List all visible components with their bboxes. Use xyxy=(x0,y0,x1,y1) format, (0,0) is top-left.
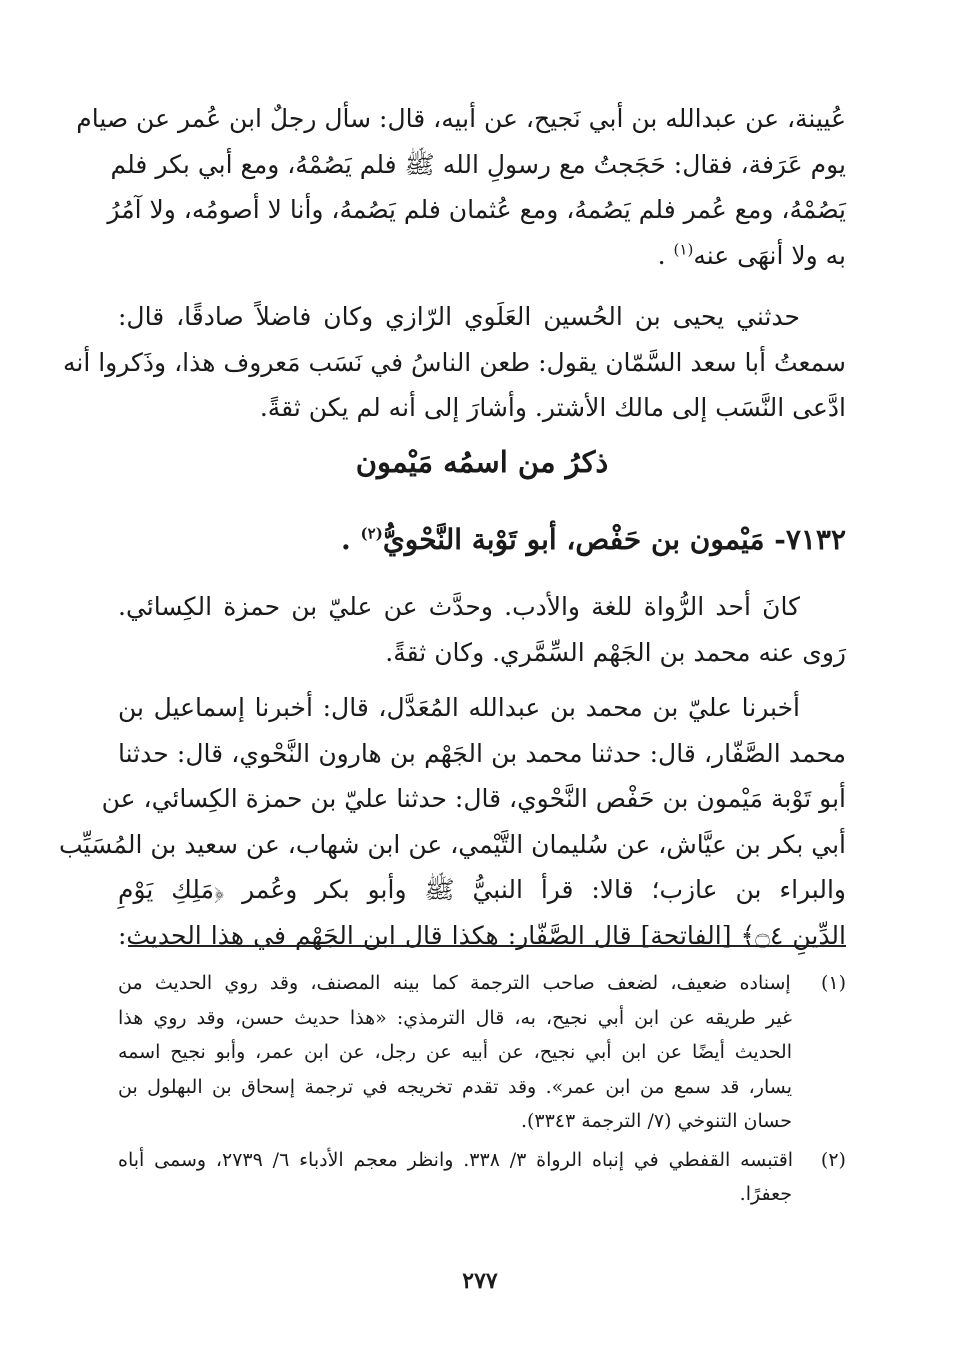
text-line: عُيينة، عن عبدالله بن أبي نَجيح، عن أبيه، قال: سأل رجلٌ ابن عُمر عن صيام xyxy=(76,104,846,133)
footnote-line: الحديث أيضًا عن ابن أبي نجيح، عن أبيه عن رجل، عن ابن عمر، وأبو نجيح اسمه xyxy=(118,1041,792,1063)
text-line xyxy=(118,233,846,279)
text-line: كانَ أحد الرُّواة للغة والأدب. وحدَّث عن عليّ بن حمزة الكِسائي. xyxy=(118,592,800,621)
paragraph-yahya-alalawi xyxy=(62,294,846,431)
footnote-line xyxy=(118,1143,846,1178)
text-line: والبراء بن عازب؛ قالا: قرأ النبيُّ ﷺ وأبو بكر وعُمر ﴿مَلِكِ يَوْمِ xyxy=(118,875,846,904)
footnote-line: حسان التنوخي (٧/ الترجمة ٣٣٤٣). xyxy=(520,1110,792,1132)
text-line: رَوى عنه محمد بن الجَهْم السِّمَّري. وكان ثقةً. xyxy=(385,637,846,667)
footnote-text: اقتبسه القفطي في إنباه الرواة ٣/ ٣٣٨. وانظر معجم الأدباء ٦/ ٢٧٣٩، وسمى أباه xyxy=(118,1148,794,1171)
entry-title-end: . xyxy=(341,523,361,556)
text-fragment: . xyxy=(657,240,674,270)
text-line: أخبرنا عليّ بن محمد بن عبدالله المُعَدَّل، قال: أخبرنا إسماعيل بن xyxy=(118,693,800,722)
text-line: أبو تَوْبة مَيْمون بن حَفْص النَّحْوي، قال: حدثنا عليّ بن حمزة الكِسائي، عن xyxy=(101,784,846,813)
section-heading: ذكرُ من اسمُه مَيْمون xyxy=(355,445,609,479)
text-line: ادَّعى النَّسَب إلى مالك الأشتر. وأشارَ إلى أنه لم يكن ثقةً. xyxy=(259,393,846,422)
footnote-line: جعفرًا. xyxy=(739,1183,792,1205)
footnotes xyxy=(118,966,846,1216)
entry-title-text: ٧١٣٢- مَيْمون بن حَفْص، أبو تَوْبة النَّحْويُّ xyxy=(382,523,846,556)
text-line: الدِّينِ ۝٤﴾ [الفاتحة] قال الصَّفّار: هكذا قال ابن الجَهْم في هذا الحديث: xyxy=(118,920,846,950)
text-line: محمد الصَّفّار، قال: حدثنا محمد بن الجَهْم بن هارون النَّحْوي، قال: حدثنا xyxy=(118,738,846,768)
paragraph-biography xyxy=(118,584,846,675)
text-line: يَصُمْهُ، ومع عُمر فلم يَصُمهُ، ومع عُثمان فلم يَصُمهُ، وأنا لا أصومُه، ولا آمُرُ xyxy=(107,195,846,224)
text-fragment: به ولا أنهَى عنه xyxy=(693,240,846,270)
entry-title xyxy=(118,518,846,562)
text-line: حدثني يحيى بن الحُسين العَلَوي الرّازي وكان فاضلاً صادقًا، قال: xyxy=(118,302,800,331)
paragraph-hadith-arafa xyxy=(76,96,846,278)
footnote-number: (٢) xyxy=(820,1148,846,1171)
footnote-number: (١) xyxy=(820,972,846,994)
footnote-line: غير طريقه عن ابن أبي نجيح، به، قال الترمذي: «هذا حديث حسن، وقد روي هذا xyxy=(118,1006,792,1029)
footnote-line xyxy=(118,966,846,1001)
footnote-line: يسار، قد سمع من ابن عمر». وقد تقدم تخريجه في ترجمة إسحاق بن البهلول بن xyxy=(118,1075,792,1098)
text-line: سمعتُ أبا سعد السَّمّان يقول: طعن الناسُ في نَسَب مَعروف هذا، وذَكروا أنه xyxy=(62,347,846,377)
footnote-divider xyxy=(128,945,846,947)
footnote-ref-1[interactable]: (١) xyxy=(673,240,694,259)
footnote-1 xyxy=(118,966,846,1139)
footnote-2 xyxy=(118,1143,846,1212)
body-text-bottom xyxy=(58,584,846,958)
page-number: ٢٧٧ xyxy=(462,1268,498,1294)
footnote-text: إسناده ضعيف، لضعف صاحب الترجمة كما بينه المصنف، وقد روي الحديث من xyxy=(118,972,791,994)
body-text-top xyxy=(62,96,846,431)
text-line: أبي بكر بن عيَّاش، عن سُليمان التَّيْمي، عن ابن شهاب، عن سعيد بن المُسَيِّب xyxy=(58,829,846,859)
footnote-ref-2[interactable]: (٢) xyxy=(360,524,383,543)
text-line: يوم عَرَفة، فقال: حَجَجتُ مع رسولِ الله ﷺ فلم يَصُمْهُ، ومع أبي بكر فلم xyxy=(110,149,846,179)
paragraph-isnad xyxy=(58,685,846,958)
